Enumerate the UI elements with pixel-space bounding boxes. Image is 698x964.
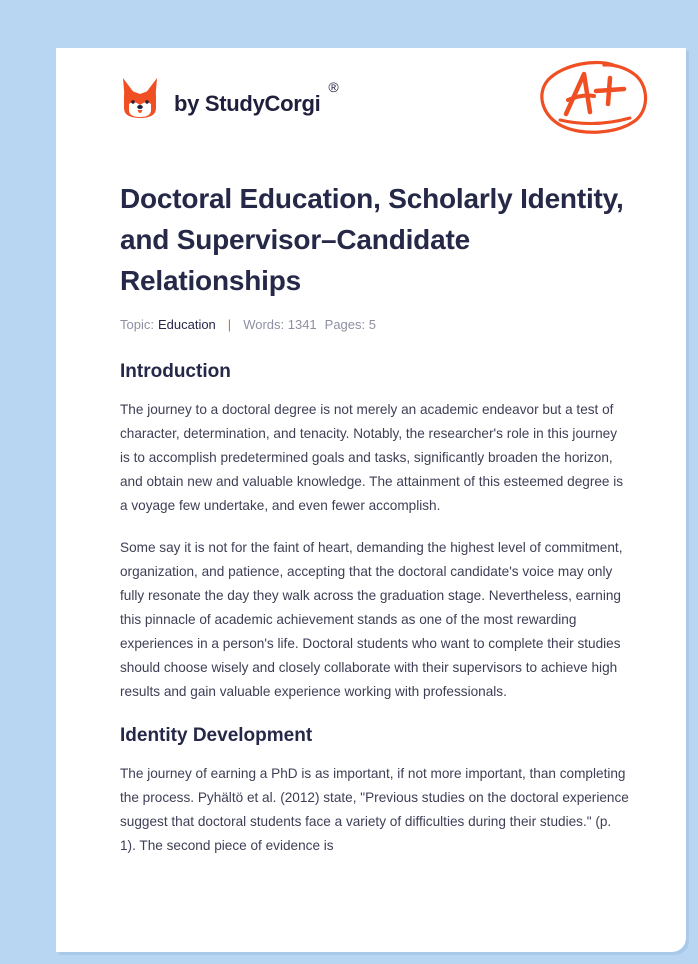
paragraph: Some say it is not for the faint of heart, demanding the highest level of commitment, organization, and patience, accepting that the doctoral candidate's voice may only fully resonate the day they walk across the graduation stage. Nevertheless, earning this pinnacle of academic achievement stands as one of the most rewarding experiences in a person's life. Doctoral students who want to complete their studies should choose wisely and closely collaborate with their supervisors to achieve high results and gain valuable experience working with professionals.	[120, 540, 623, 699]
page-count: Pages: 5	[324, 317, 376, 332]
meta-separator: |	[227, 317, 232, 332]
document-meta	[120, 317, 630, 332]
document-content	[120, 178, 630, 858]
document-card	[56, 48, 686, 952]
paragraph: The journey to a doctoral degree is not merely an academic endeavor but a test of character, determination, and tenacity. Notably, the researcher's role in this journey is to accomplish predetermined goals and tasks, significantly broaden the horizon, and obtain new and valuable knowledge. The attainment of this esteemed degree is a voyage few undertake, and even fewer accomplish.	[120, 402, 624, 513]
section-heading-introduction: Introduction	[120, 361, 231, 382]
a-plus-grade-icon	[538, 58, 650, 138]
brand-name	[174, 79, 339, 117]
corgi-logo-icon	[120, 76, 160, 122]
topic-label: Topic:	[120, 317, 154, 332]
word-count: Words: 1341	[243, 317, 317, 332]
registered-mark: ®	[328, 79, 339, 95]
brand-label: by StudyCorgi	[174, 91, 321, 116]
document-title: Doctoral Education, Scholarly Identity, and Supervisor–Candidate Relationships	[120, 183, 624, 296]
brand-header[interactable]	[120, 74, 339, 124]
paragraph: The journey of earning a PhD is as important, if not more important, than completing the process. Pyhältö et al. (2012) state, "Previous studies on the doctoral experience suggest that doctoral students face a variety of difficulties during their studies." (p. 1). The second piece of evidence is	[120, 766, 629, 853]
section-heading-identity-development: Identity Development	[120, 725, 313, 746]
topic-link[interactable]: Education	[157, 317, 216, 332]
